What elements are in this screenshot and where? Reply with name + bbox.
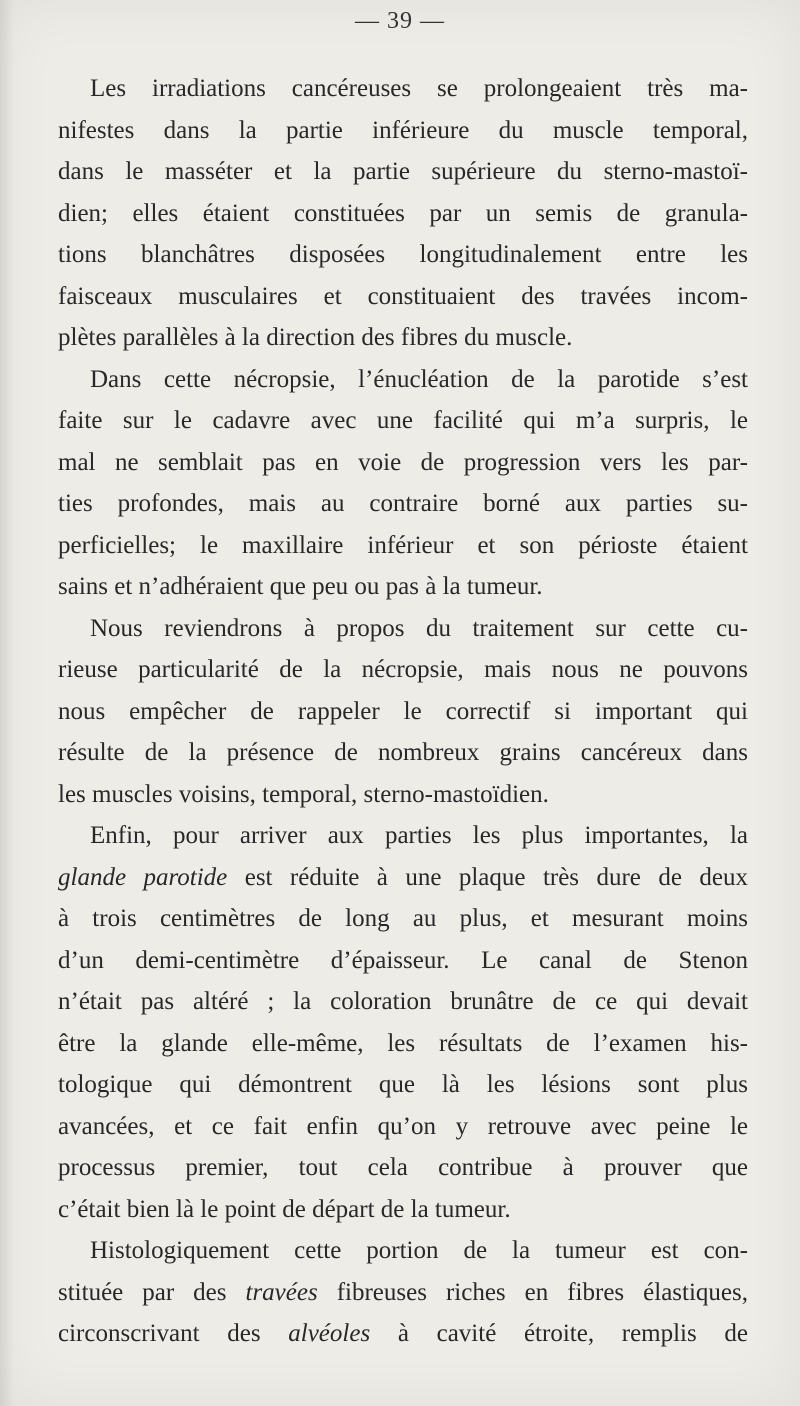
text-line: faite sur le cadavre avec une facilité qui m’a surpris, le	[58, 407, 748, 434]
text-line: sains et n’adhéraient que peu ou pas à la tumeur.	[58, 573, 543, 600]
text-line: perficielles; le maxillaire inférieur et son périoste étaient	[58, 531, 748, 559]
text-line: dien; elles étaient constituées par un semis de granula-	[58, 199, 748, 227]
text-line: résulte de la présence de nombreux grains cancéreux dans	[58, 739, 748, 766]
text-line: rieuse particularité de la nécropsie, mais nous ne pouvons	[58, 656, 748, 683]
text-line: Nous reviendrons à propos du traitement sur cette cu-	[90, 614, 748, 642]
page-edge-shadow	[0, 0, 14, 1406]
text-line: d’un demi-centimètre d’épaisseur. Le canal de Stenon	[58, 946, 748, 974]
text-line	[58, 815, 748, 857]
text-line	[58, 1272, 748, 1314]
text-segment: est réduite à une plaque très dure de deux	[227, 863, 748, 891]
text-line: nifestes dans la partie inférieure du muscle temporal,	[58, 116, 748, 144]
italic-term: alvéoles	[288, 1320, 371, 1347]
text-line: ties profondes, mais au contraire borné aux parties su-	[58, 490, 748, 517]
text-line: Dans cette nécropsie, l’énucléation de la parotide s’est	[90, 365, 748, 393]
text-line: avancées, et ce fait enfin qu’on y retrouve avec peine le	[58, 1112, 748, 1140]
text-line: Histologiquement cette portion de la tumeur est con-	[90, 1237, 748, 1264]
text-segment: fibreuses riches en fibres élastiques,	[317, 1278, 748, 1306]
text-line	[58, 1313, 748, 1355]
text-line: c’était bien là le point de départ de la tumeur.	[58, 1195, 511, 1223]
text-line: nous empêcher de rappeler le correctif si important qui	[58, 697, 748, 725]
text-line: tologique qui démontrent que là les lésions sont plus	[58, 1071, 748, 1098]
text-line: mal ne semblait pas en voie de progression vers les par-	[58, 448, 748, 476]
text-line: Les irradiations cancéreuses se prolongeaient très ma-	[90, 75, 748, 102]
text-line: à trois centimètres de long au plus, et mesurant moins	[58, 905, 748, 932]
text-line: processus premier, tout cela contribue à prouver que	[58, 1154, 748, 1181]
text-line: être la glande elle-même, les résultats de l’examen his-	[58, 1029, 748, 1057]
italic-term: glande parotide	[58, 863, 228, 891]
text-line: plètes parallèles à la direction des fibres du muscle.	[58, 324, 573, 351]
text-line: faisceaux musculaires et constituaient des travées incom-	[58, 282, 748, 310]
body-text	[58, 68, 748, 1355]
text-line: tions blanchâtres disposées longitudinalement entre les	[58, 241, 748, 268]
page-number: — 39 —	[355, 8, 445, 34]
text-segment: à cavité étroite, remplis de	[370, 1320, 748, 1347]
text-segment: stituée par des	[58, 1278, 246, 1306]
text-line	[58, 857, 748, 899]
text-line: n’était pas altéré ; la coloration brunâtre de ce qui devait	[58, 988, 748, 1015]
italic-term: travées	[245, 1278, 318, 1306]
text-line: les muscles voisins, temporal, sterno-mastoïdien.	[58, 780, 549, 808]
text-segment: circonscrivant des	[58, 1320, 289, 1347]
text-line: dans le masséter et la partie supérieure du sterno-mastoï-	[58, 158, 748, 185]
text-segment: Enfin, pour arriver aux parties les plus importantes, la	[90, 822, 748, 849]
